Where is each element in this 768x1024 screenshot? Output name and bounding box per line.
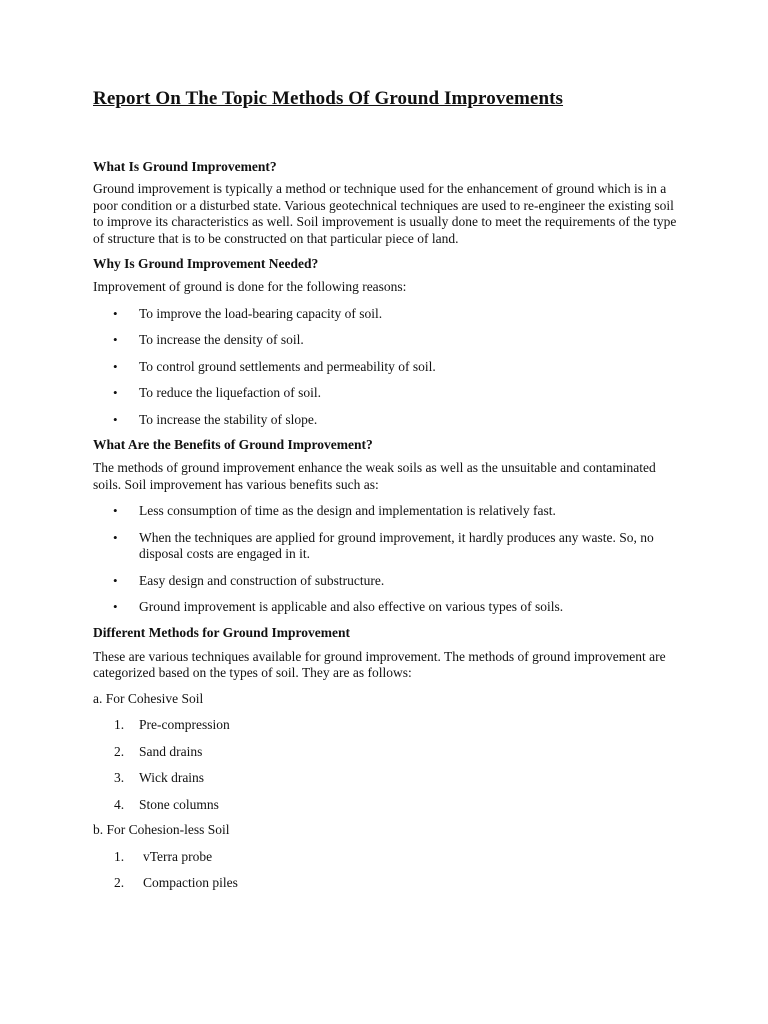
list-item-text: To control ground settlements and permeability of soil. xyxy=(139,358,436,374)
section-heading-why: Why Is Ground Improvement Needed? xyxy=(93,256,319,271)
section-heading-what: What Is Ground Improvement? xyxy=(93,159,277,174)
subsection-label-cohesive: a. For Cohesive Soil xyxy=(93,690,204,706)
section-heading-methods: Different Methods for Ground Improvement xyxy=(93,624,350,640)
list-item-text: Pre-compression xyxy=(139,717,230,732)
bullet-icon: • xyxy=(113,358,118,374)
bullet-icon: • xyxy=(113,305,118,321)
document-page xyxy=(93,86,685,892)
list-item xyxy=(93,797,685,814)
list-item-text: To increase the density of soil. xyxy=(139,332,304,347)
list-item xyxy=(93,503,685,520)
benefits-list xyxy=(93,503,685,616)
section-paragraph-what: Ground improvement is typically a method or technique used for the enhancement of ground which is in a poor condition or a disturbed state. Various geotechnical techniques are used to re-engineer the existing soil to improve its characteristics as well. Soil improvement is usually done to meet the requirements of the type of structure that is to be constructed on that particular piece of land. xyxy=(93,181,677,246)
list-item-text: To reduce the liquefaction of soil. xyxy=(139,385,321,400)
list-item xyxy=(93,875,685,892)
list-number: 2. xyxy=(114,875,125,890)
list-item xyxy=(93,599,685,616)
list-item xyxy=(93,359,685,376)
bullet-icon: • xyxy=(113,332,118,347)
bullet-icon: • xyxy=(113,529,118,545)
list-item xyxy=(93,770,685,787)
list-number: 3. xyxy=(114,770,125,785)
list-item xyxy=(93,744,685,761)
list-item xyxy=(93,412,685,429)
list-number: 4. xyxy=(114,796,125,812)
section-paragraph-why: Improvement of ground is done for the following reasons: xyxy=(93,279,407,294)
bullet-icon: • xyxy=(113,599,118,614)
list-item xyxy=(93,573,685,590)
bullet-icon: • xyxy=(113,411,118,427)
list-number: 2. xyxy=(114,743,125,759)
list-item xyxy=(93,717,685,734)
document-title: Report On The Topic Methods Of Ground Improvements xyxy=(93,88,564,109)
bullet-icon: • xyxy=(113,385,118,400)
section-heading-benefits: What Are the Benefits of Ground Improvement? xyxy=(93,437,373,452)
list-item-text: Less consumption of time as the design and implementation is relatively fast. xyxy=(139,503,556,518)
subsection-label-cohesionless: b. For Cohesion-less Soil xyxy=(93,822,230,837)
list-item-text: When the techniques are applied for ground improvement, it hardly produces any waste. So, no disposal costs are engaged in it. xyxy=(139,529,654,561)
section-paragraph-methods: These are various techniques available for ground improvement. The methods of ground improvement are categorized based on the types of soil. They are as follows: xyxy=(93,648,666,680)
cohesionless-methods-list xyxy=(93,849,685,892)
list-item-text: To increase the stability of slope. xyxy=(139,411,318,427)
list-item-text: Sand drains xyxy=(139,743,203,759)
bullet-icon: • xyxy=(113,503,118,518)
list-item-text: Wick drains xyxy=(139,770,205,785)
cohesive-methods-list xyxy=(93,717,685,813)
list-item-text: vTerra probe xyxy=(143,848,213,864)
list-number: 1. xyxy=(114,717,125,732)
section-paragraph-benefits: The methods of ground improvement enhance the weak soils as well as the unsuitable and contaminated soils. Soil improvement has various benefits such as: xyxy=(93,460,656,492)
list-item-text: Stone columns xyxy=(139,796,219,812)
list-item xyxy=(93,332,685,349)
list-number: 1. xyxy=(114,848,125,864)
list-item xyxy=(93,385,685,402)
list-item xyxy=(93,849,685,866)
list-item-text: Compaction piles xyxy=(143,875,238,890)
list-item-text: Ground improvement is applicable and also effective on various types of soils. xyxy=(139,599,564,614)
list-item-text: Easy design and construction of substructure. xyxy=(139,572,385,588)
bullet-icon: • xyxy=(113,572,118,588)
list-item xyxy=(93,530,685,563)
reasons-list xyxy=(93,306,685,429)
list-item xyxy=(93,306,685,323)
list-item-text: To improve the load-bearing capacity of soil. xyxy=(139,305,383,321)
